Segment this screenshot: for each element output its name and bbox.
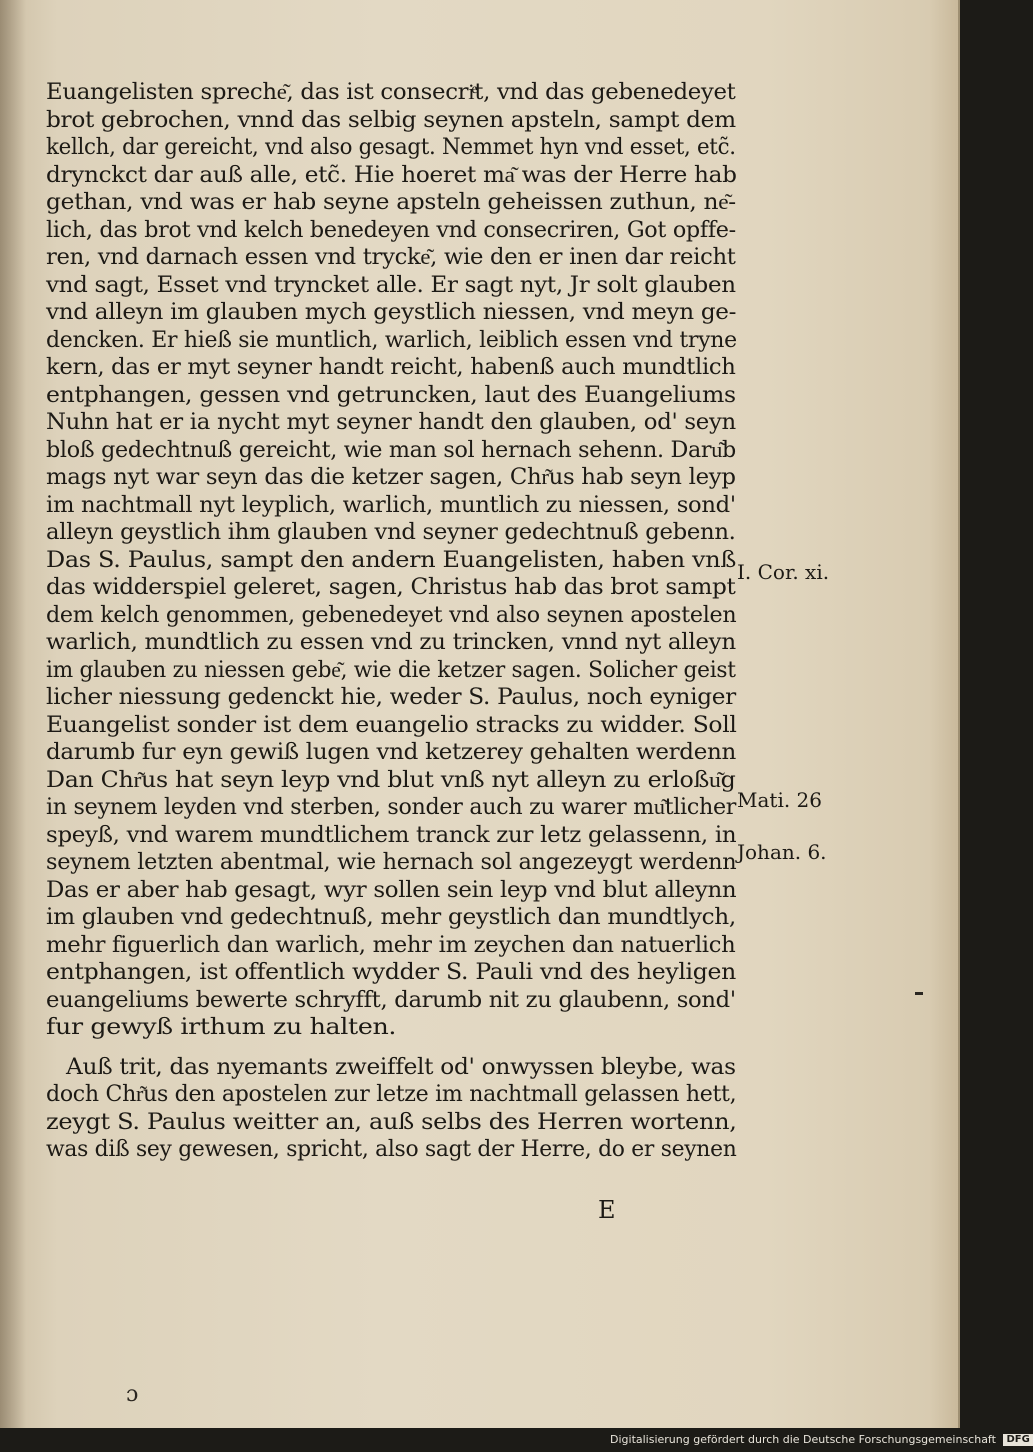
text-line: ren, vnd darnach essen vnd trycke͂, wie den er inen dar reicht [46,245,736,270]
text-line: entphangen, gessen vnd getruncken, laut des Euangeliums [46,382,736,408]
text-line: brot gebrochen, vnnd das selbig seynen apsteln, sampt dem [46,107,736,133]
text-line: vnd alleyn im glauben mych geystlich niessen, vnd meyn ge- [46,300,737,325]
text-line: zeygt S. Paulus weitter an, auß selbs des Herren wortenn, [46,1109,737,1135]
text-line: in seynem leyden vnd sterben, sonder auch zu warer mu͂tlicher [46,795,737,820]
text-line: gethan, vnd was er hab seyne apsteln geheissen zuthun, ne͂- [46,190,736,215]
stray-ink-mark: ɔ [126,1382,139,1407]
funding-credit [610,1432,1033,1448]
funding-text: Digitalisierung gefördert durch die Deutsche Forschungsgemeinschaft [610,1433,996,1446]
text-line: mags nyt war seyn das die ketzer sagen, Chr͂us hab seyn leyp [46,465,736,490]
text-line: darumb fur eyn gewiß lugen vnd ketzerey gehalten werdenn [46,740,736,765]
dfg-logo-icon: DFG [1003,1434,1032,1446]
text-line: alleyn geystlich ihm glauben vnd seyner gedechtnuß gebenn. [46,520,736,545]
text-line: kern, das er myt seyner handt reicht, habenß auch mundtlich [46,355,736,380]
text-line: Das S. Paulus, sampt den andern Euangelisten, haben vnß [46,547,736,573]
text-line: im glauben vnd gedechtnuß, mehr geystlich dan mundtlych, [46,905,736,930]
text-line: vnd sagt, Esset vnd tryncket alle. Er sagt nyt, Jr solt glauben [46,272,736,298]
text-line: euangeliums bewerte schryfft, darumb nit zu glaubenn, sond' [46,987,736,1013]
margin-note: Johan. 6. [737,840,827,864]
text-line: im glauben zu niessen gebe͂, wie die ketzer sagen. Solicher geist [46,657,736,683]
text-line: Auß trit, das nyemants zweiffelt od' onwyssen bleybe, was [66,1054,736,1080]
text-line: warlich, mundtlich zu essen vnd zu trincken, vnnd nyt alleyn [46,630,736,655]
text-line: licher niessung gedenckt hie, weder S. Paulus, noch eyniger [46,685,736,710]
text-line: mehr figuerlich dan warlich, mehr im zeychen dan natuerlich [46,932,736,958]
text-line: Dan Chr͂us hat seyn leyp vnd blut vnß nyt alleyn zu erloßu͂g [46,767,736,793]
text-line: kellch, dar gereicht, vnd also gesagt. Nemmet hyn vnd esset, etc̃. [46,135,736,160]
text-line: Euangelisten spreche͂, das ist consecriͤt, vnd das gebenedeyet [46,80,736,105]
text-line: was diß sey gewesen, spricht, also sagt der Herre, do er seynen [46,1137,737,1162]
text-line: im nachtmall nyt leyplich, warlich, muntlich zu niessen, sond' [46,492,736,518]
text-line: Das er aber hab gesagt, wyr sollen sein leyp vnd blut alleynn [46,877,737,903]
text-line: doch Chr͂us den apostelen zur letze im nachtmall gelassen hett, [46,1082,737,1107]
text-line: drynckct dar auß alle, etc̃. Hie hoeret ma͂ was der Herre hab [46,162,737,188]
text-line: bloß gedechtnuß gereicht, wie man sol hernach sehenn. Daru͂b [46,437,736,463]
text-line: dencken. Er hieß sie muntlich, warlich, leiblich essen vnd tryne [46,327,737,353]
text-line: fur gewyß irthum zu halten. [46,1015,397,1040]
text-line: dem kelch genommen, gebenedeyet vnd also seynen apostelen [46,602,737,628]
text-line: Euangelist sonder ist dem euangelio stracks zu widder. Soll [46,712,737,738]
text-line: das widderspiel geleret, sagen, Christus hab das brot sampt [46,575,736,600]
margin-note: Mati. 26 [737,788,822,812]
text-line: Nuhn hat er ia nycht myt seyner handt den glauben, od' seyn [46,410,736,435]
text-line: speyß, vnd warem mundtlichem tranck zur letz gelassenn, in [46,822,737,848]
text-line: seynem letzten abentmal, wie hernach sol angezeygt werdenn [46,850,737,875]
text-line: entphangen, ist offentlich wydder S. Pauli vnd des heyligen [46,960,736,985]
signature-mark: E [598,1196,616,1224]
text-line: lich, das brot vnd kelch benedeyen vnd consecriren, Got opffe- [46,217,736,243]
margin-note: I. Cor. xi. [737,560,830,584]
edge-dash-mark [915,992,923,995]
